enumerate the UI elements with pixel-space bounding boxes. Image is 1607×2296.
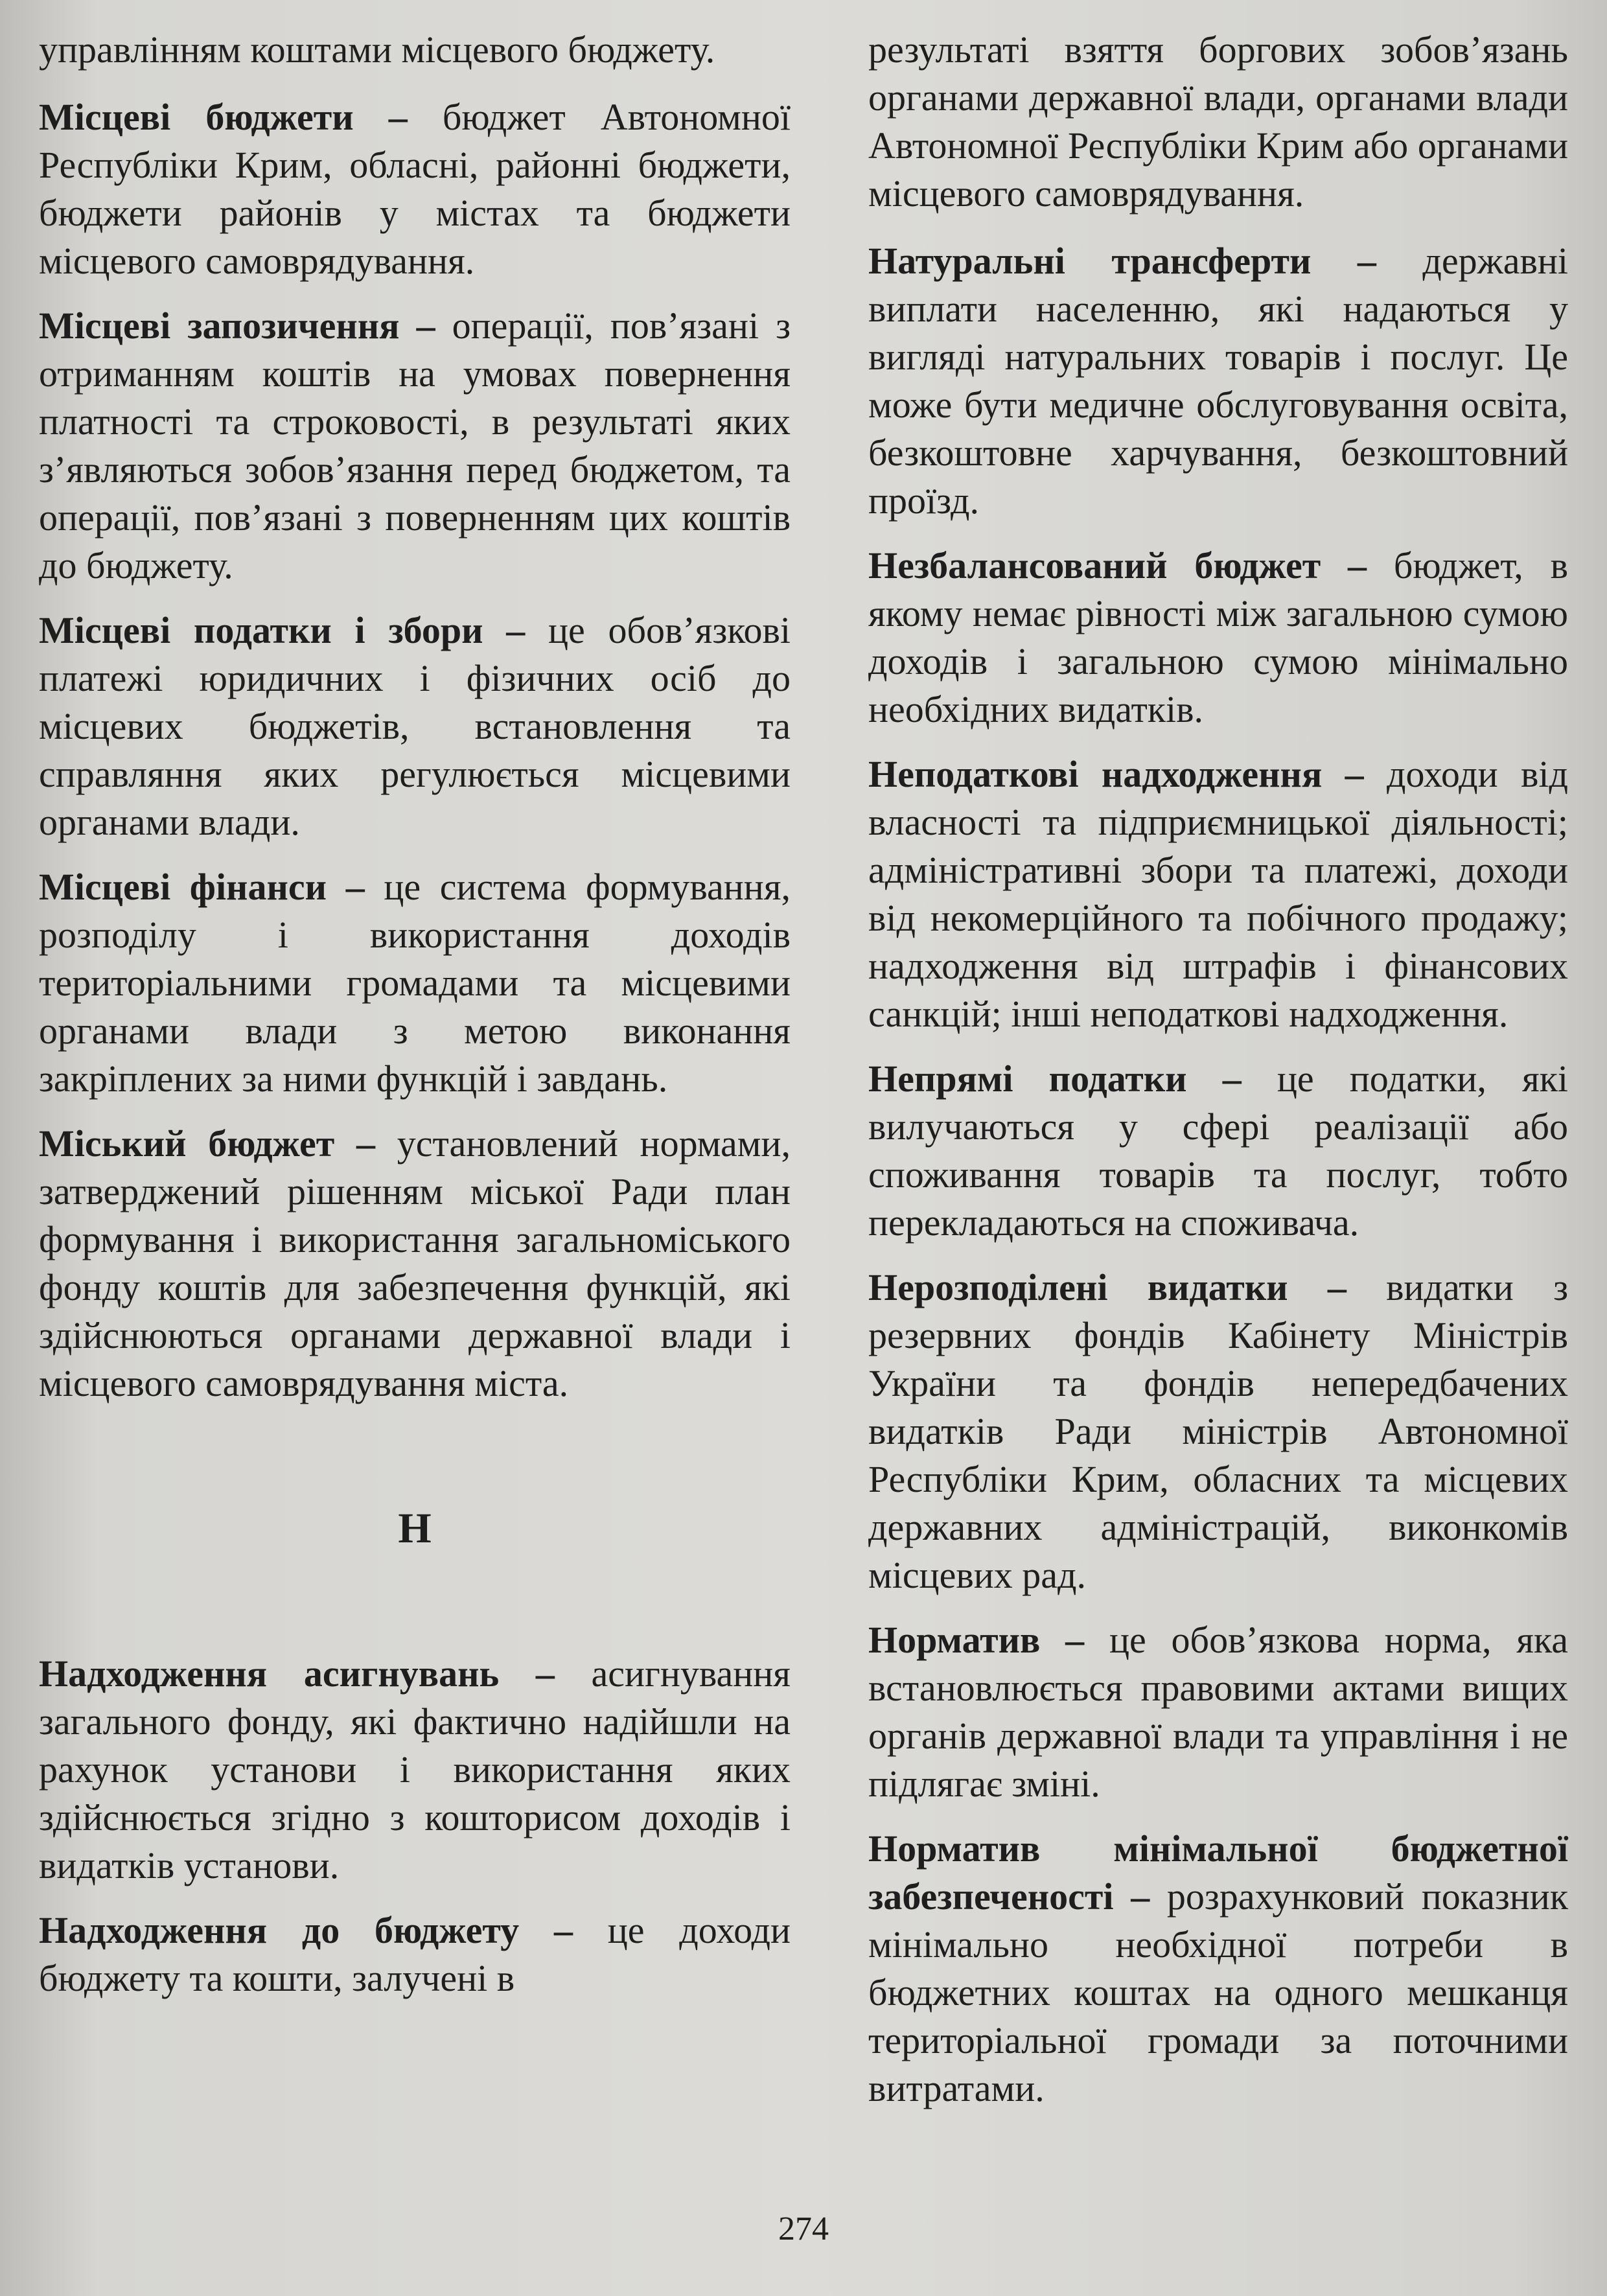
dash: – (1222, 1058, 1242, 1100)
entry-term: Місцеві податки і збори (39, 609, 483, 651)
entry-term: Норматив (868, 1619, 1041, 1661)
glossary-entry (39, 607, 791, 846)
glossary-entry (39, 1907, 791, 2002)
entry-definition: установлений нормами, затверджений рішенням міської Ради план формування і використання загальноміського фонду коштів для забезпечення функцій, які здійснюються органами державної влади і місцевого самоврядування міста. (39, 1122, 791, 1404)
glossary-entry (39, 302, 791, 590)
glossary-entry (868, 1825, 1568, 2113)
glossary-entry (39, 93, 791, 285)
dash: – (553, 1909, 573, 1951)
entry-term: Надходження до бюджету (39, 1909, 520, 1951)
entry-term: Міський бюджет (39, 1122, 335, 1165)
entry-definition: це обов’язкові платежі юридичних і фізичних осіб до місцевих бюджетів, встановлення та справляння яких регулюється місцевими органами влади. (39, 609, 791, 843)
glossary-entry (868, 1264, 1568, 1599)
entry-definition: розрахунковий показник мінімально необхідної потреби в бюджетних коштах на одного мешканця територіальної громади за поточними витратами. (868, 1875, 1569, 2109)
dash: – (1348, 544, 1367, 586)
entry-term: Незбалансований бюджет (868, 544, 1321, 586)
entry-term: Місцеві бюджети (39, 96, 354, 138)
entry-definition: видатки з резервних фондів Кабінету Міністрів України та фондів непередбачених видатків Ради міністрів Автономної Республіки Крим, обласних та місцевих державних адміністрацій, виконкомів місцевих рад. (868, 1266, 1568, 1596)
entry-definition: операції, пов’язані з отриманням коштів на умовах повернення платності та строковості, в результаті яких з’являються зобов’язання перед бюджетом, та операції, пов’язані з поверненням цих коштів до бюджету. (39, 305, 791, 586)
dash: – (1065, 1619, 1085, 1661)
page-number: 274 (778, 2210, 829, 2247)
glossary-entry (39, 1650, 791, 1890)
right-column (868, 26, 1568, 2129)
entry-term: Неподаткові надходження (868, 753, 1323, 795)
entry-definition: бюджет, в якому немає рівності між загальною сумою доходів і загальною сумою мінімально необхідних видатків. (868, 544, 1569, 730)
entry-definition: це доходи бюджету та кошти, залучені в (39, 1909, 791, 1999)
glossary-entry (868, 750, 1568, 1038)
dash: – (1357, 240, 1376, 282)
entry-definition: доходи від власності та підприємницької діяльності; адміністративні збори та платежі, доходи від некомерційного та побічного продажу; надходження від штрафів і фінансових санкцій; інші неподаткові надходження. (868, 753, 1569, 1035)
entry-term: Нерозподілені видатки (868, 1266, 1288, 1308)
glossary-entry (39, 1120, 791, 1408)
entry-definition: це податки, які вилучаються у сфері реалізації або споживання товарів та послуг, тобто перекладаються на споживача. (868, 1058, 1569, 1244)
entry-definition: це обов’язкова норма, яка встановлюється правовими актами вищих органів державної влади та управління і не підлягає зміні. (868, 1619, 1568, 1805)
dash: – (535, 1652, 555, 1695)
dash: – (506, 609, 526, 651)
dash: – (356, 1122, 375, 1165)
dash: – (416, 305, 435, 347)
entry-term: Місцеві запозичення (39, 305, 400, 347)
continuation-text: результаті взяття боргових зобов’язань органами державної влади, органами влади Автономної Республіки Крим або органами місцевого самоврядування. (868, 29, 1568, 215)
glossary-entry (868, 1616, 1568, 1808)
dash: – (1131, 1875, 1150, 1918)
dash: – (1327, 1266, 1347, 1308)
left-column (39, 26, 791, 2019)
dash: – (345, 866, 365, 908)
glossary-entry (868, 1055, 1568, 1247)
entry-term: Натуральні трансферти (868, 240, 1312, 282)
entry-definition: асигнування загального фонду, які фактично надійшли на рахунок установи і використання яких здійснюється згідно з кошторисом доходів і видатків установи. (39, 1652, 791, 1886)
entry-term: Норматив мінімальної бюджетної забезпеченості (868, 1827, 1568, 1918)
entry-definition: це система формування, розподілу і використання доходів територіальними громадами та місцевими органами влади з метою виконання закріплених за ними функцій і завдань. (39, 866, 791, 1100)
entry-definition: державні виплати населенню, які надаються у вигляді натуральних товарів і послуг. Це може бути медичне обслуговування освіта, безкоштовне харчування, безкоштовний проїзд. (868, 240, 1568, 522)
dash: – (1345, 753, 1364, 795)
glossary-entry (868, 237, 1568, 525)
entry-term: Місцеві фінанси (39, 866, 327, 908)
dash: – (388, 96, 408, 138)
continuation-text: управлінням коштами місцевого бюджету. (39, 29, 715, 71)
glossary-entry (39, 863, 791, 1103)
section-letter-heading: Н (398, 1505, 432, 1552)
glossary-entry (868, 542, 1568, 734)
entry-term: Непрямі податки (868, 1058, 1187, 1100)
entry-definition: бюджет Автономної Республіки Крим, обласні, районні бюджети, бюджети районів у містах та бюджети місцевого самоврядування. (39, 96, 791, 282)
entry-term: Надходження асигнувань (39, 1652, 500, 1695)
